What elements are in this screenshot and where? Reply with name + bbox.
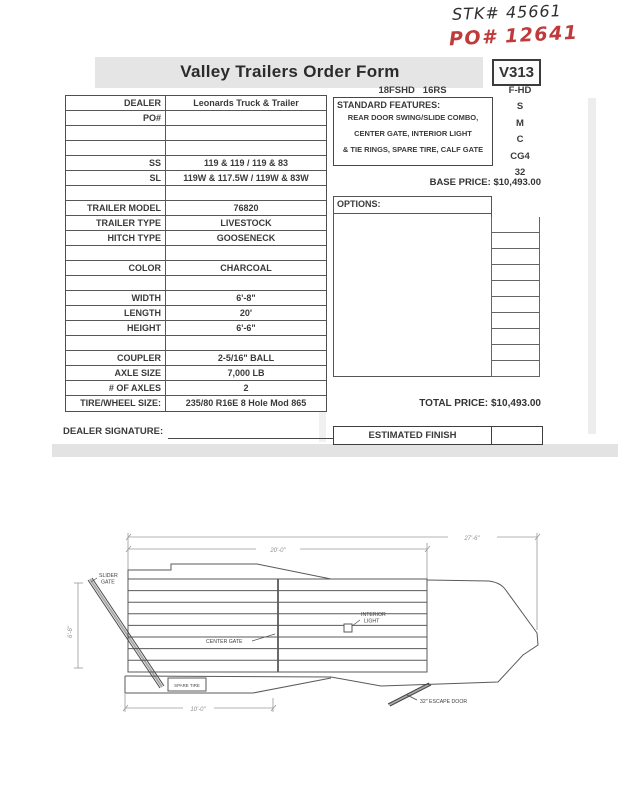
estimated-finish-box	[333, 426, 543, 445]
dealer-signature-label: DEALER SIGNATURE:	[63, 426, 164, 437]
row-label: TRAILER TYPE	[66, 216, 166, 230]
options-price-cell[interactable]	[491, 361, 540, 377]
options-price-cell[interactable]	[491, 281, 540, 297]
table-row	[66, 111, 326, 126]
feature-code: S	[516, 101, 524, 113]
feature-codes-column	[496, 83, 544, 181]
feature-line: CENTER GATE, INTERIOR LIGHT	[354, 129, 472, 138]
row-value: 2-5/16" BALL	[217, 353, 275, 363]
dim-height: 6'-6"	[68, 626, 74, 638]
row-label	[66, 126, 166, 140]
row-value: 6'-8"	[236, 293, 256, 303]
row-value: GOOSENECK	[216, 233, 276, 243]
estimated-finish-value-cell[interactable]	[491, 427, 542, 444]
row-label: COLOR	[66, 261, 166, 275]
row-label: PO#	[66, 111, 166, 125]
row-label: TRAILER MODEL	[66, 201, 166, 215]
base-price	[340, 177, 541, 188]
row-value: 235/80 R16E 8 Hole Mod 865	[185, 398, 307, 408]
handwritten-stock-number: STK# 45661	[451, 1, 563, 24]
row-label: DEALER	[66, 96, 166, 110]
model-codes: 18FSHD 16RS	[378, 85, 447, 96]
feature-line: & TIE RINGS, SPARE TIRE, CALF GATE	[342, 145, 484, 154]
spare-tire-label: SPARE TIRE	[174, 683, 200, 688]
center-gate-label: CENTER GATE	[206, 639, 243, 645]
dim-overall-length: 27'-6"	[464, 536, 480, 542]
row-value: LIVESTOCK	[220, 218, 272, 228]
total-price	[340, 398, 541, 409]
slider-gate	[88, 578, 164, 688]
row-value	[166, 186, 326, 200]
base-price-value: $10,493.00	[493, 177, 541, 188]
row-value	[166, 126, 326, 140]
feature-code: CG4	[510, 150, 530, 162]
escape-door-label: 32" ESCAPE DOOR	[420, 699, 468, 705]
slider-gate-label: SLIDER	[99, 573, 118, 579]
options-price-cell[interactable]	[491, 249, 540, 265]
slider-gate-label-2: GATE	[101, 579, 115, 586]
row-label: HITCH TYPE	[66, 231, 166, 245]
scan-gray-strip-right	[588, 98, 596, 434]
estimated-finish-label: ESTIMATED FINISH	[368, 430, 457, 441]
table-row	[66, 156, 326, 171]
trailer-body	[125, 564, 538, 693]
trailer-diagram	[0, 505, 618, 755]
dim-body-length: 20'-0"	[270, 548, 286, 554]
row-value	[166, 276, 326, 290]
options-price-cells	[491, 217, 540, 377]
row-label: HEIGHT	[66, 321, 166, 335]
table-row	[66, 336, 326, 351]
row-label: SS	[66, 156, 166, 170]
row-label	[66, 276, 166, 290]
row-value: 7,000 LB	[227, 368, 265, 378]
row-value	[166, 141, 326, 155]
row-value	[166, 336, 326, 350]
dealer-signature-line[interactable]	[168, 430, 333, 439]
row-value: 76820	[233, 203, 259, 213]
table-row	[66, 396, 326, 411]
base-price-label: BASE PRICE:	[429, 177, 491, 188]
row-value: 6'-6"	[236, 323, 256, 333]
row-value: CHARCOAL	[220, 263, 272, 273]
dimension-lines	[74, 533, 540, 712]
options-price-cell[interactable]	[491, 313, 540, 329]
row-label: # OF AXLES	[66, 381, 166, 395]
table-row	[66, 306, 326, 321]
row-value: 20'	[239, 308, 253, 318]
row-label	[66, 246, 166, 260]
feature-code: M	[516, 117, 524, 129]
table-row	[66, 201, 326, 216]
row-label	[66, 141, 166, 155]
feature-code: F-HD	[508, 85, 532, 96]
interior-light-label-2: LIGHT	[364, 618, 380, 625]
row-value	[166, 246, 326, 260]
handwritten-po-number: PO# 12641	[448, 21, 580, 51]
table-row	[66, 261, 326, 276]
row-label: COUPLER	[66, 351, 166, 365]
options-header: OPTIONS:	[334, 197, 491, 214]
row-value: 119W & 117.5W / 119W & 83W	[183, 173, 309, 183]
table-row	[66, 351, 326, 366]
standard-features-box	[333, 97, 493, 166]
table-row	[66, 276, 326, 291]
table-row	[66, 126, 326, 141]
row-label: SL	[66, 171, 166, 185]
row-value: Leonards Truck & Trailer	[193, 98, 299, 108]
table-row	[66, 216, 326, 231]
row-value	[166, 111, 326, 125]
dim-rear-section: 10'-0"	[190, 707, 206, 713]
spec-table	[65, 95, 327, 412]
scan-gray-band-bottom	[52, 444, 618, 457]
options-price-cell[interactable]	[491, 217, 540, 233]
row-label: TIRE/WHEEL SIZE:	[66, 396, 166, 411]
table-row	[66, 381, 326, 396]
row-label: WIDTH	[66, 291, 166, 305]
options-price-cell[interactable]	[491, 345, 540, 361]
page-title: Valley Trailers Order Form	[180, 62, 400, 81]
table-row	[66, 171, 326, 186]
total-price-value: $10,493.00	[490, 398, 541, 409]
feature-line: REAR DOOR SWING/SLIDE COMBO,	[347, 113, 479, 122]
options-price-cell[interactable]	[491, 297, 540, 313]
options-price-cell[interactable]	[491, 329, 540, 345]
table-row	[66, 141, 326, 156]
table-row	[66, 321, 326, 336]
row-label	[66, 186, 166, 200]
total-price-label: TOTAL PRICE:	[419, 398, 489, 409]
label-leaders	[91, 578, 360, 641]
row-value: 2	[243, 383, 249, 393]
table-row	[66, 96, 326, 111]
form-code-box: V313	[492, 59, 541, 86]
row-label: LENGTH	[66, 306, 166, 320]
table-row	[66, 186, 326, 201]
standard-features-header: STANDARD FEATURES:	[337, 100, 441, 110]
table-row	[66, 231, 326, 246]
options-price-cell[interactable]	[491, 233, 540, 249]
table-row	[66, 246, 326, 261]
options-price-cell[interactable]	[491, 265, 540, 281]
row-label	[66, 336, 166, 350]
interior-light-label: INTERIOR	[361, 612, 386, 618]
feature-code: 32	[514, 167, 526, 179]
row-value: 119 & 119 / 119 & 83	[203, 158, 289, 168]
table-row	[66, 366, 326, 381]
table-row	[66, 291, 326, 306]
feature-code: C	[516, 134, 524, 146]
options-box	[333, 196, 492, 377]
standard-features-lines	[334, 110, 492, 158]
row-label: AXLE SIZE	[66, 366, 166, 380]
